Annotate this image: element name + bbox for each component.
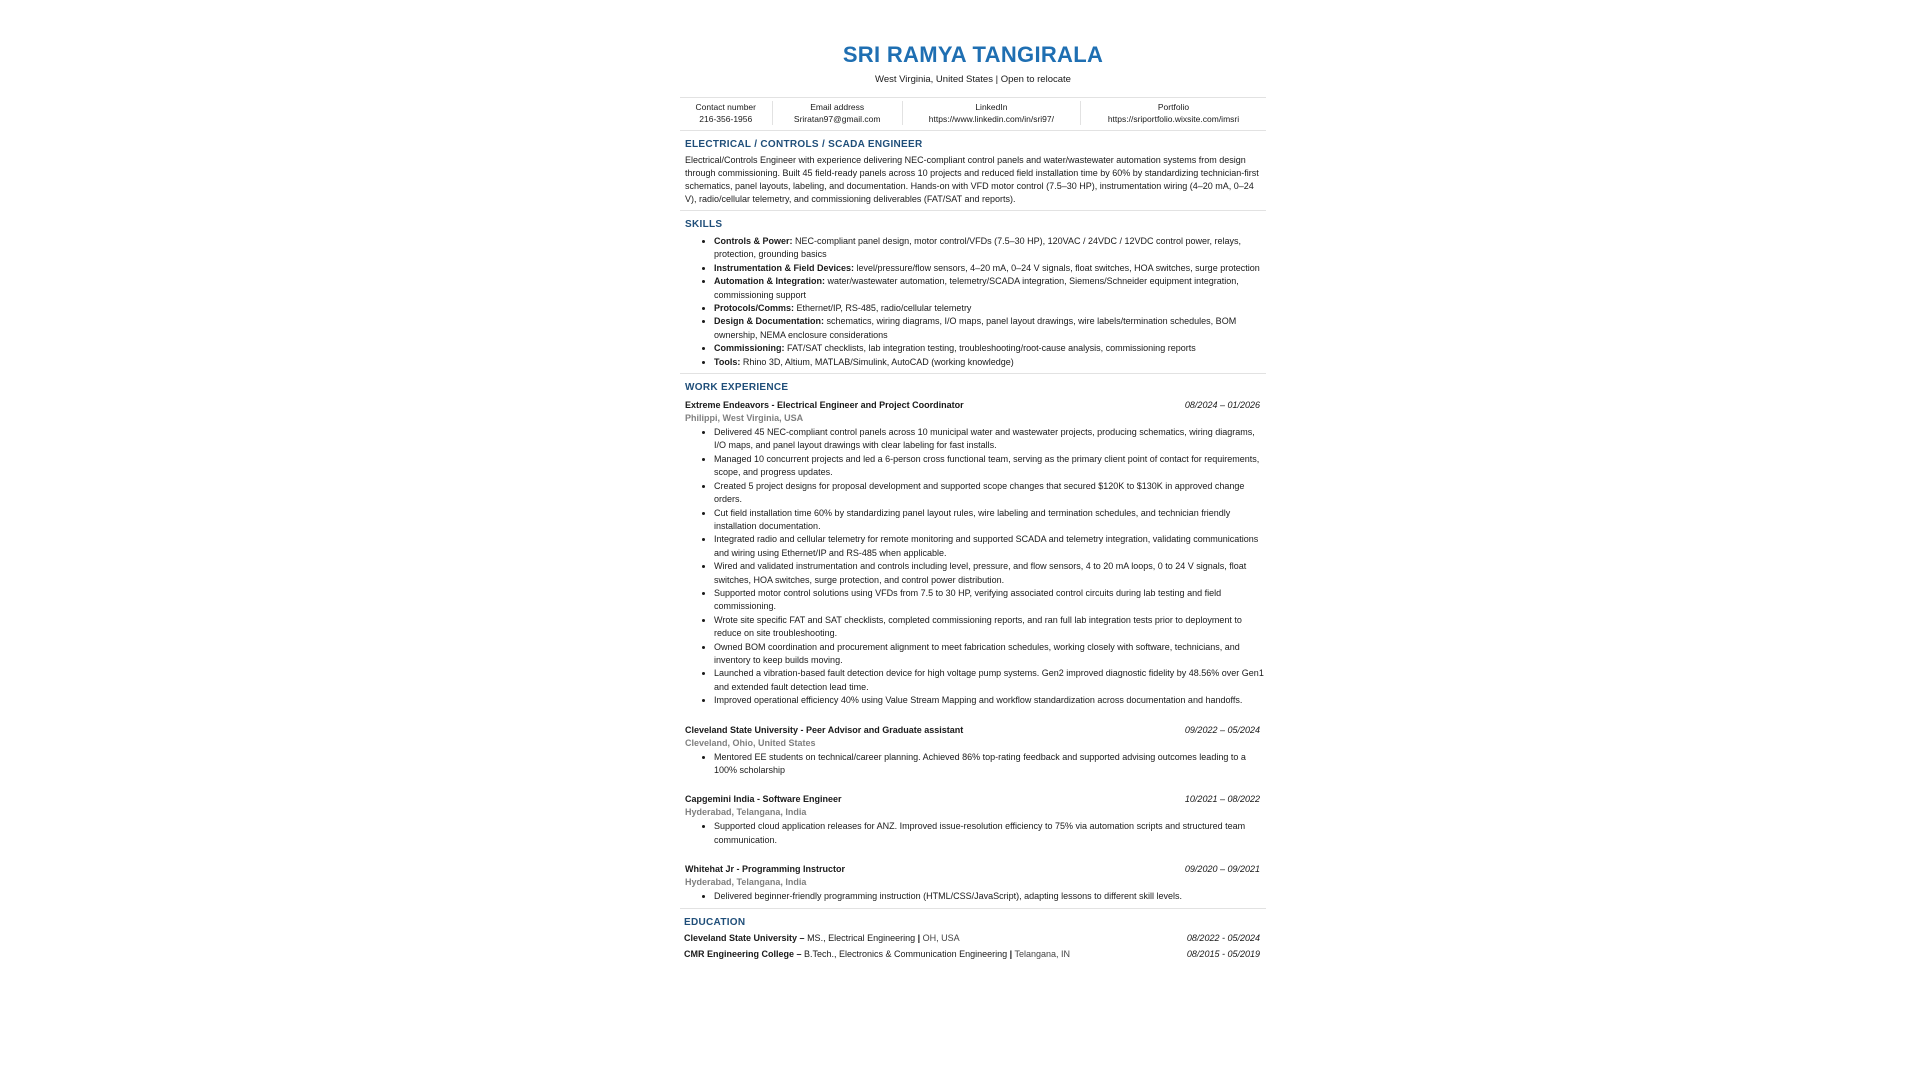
contact-cell-email [773,101,903,125]
contact-cell-linkedin [903,101,1081,125]
job-bullet: • Delivered beginner-friendly programming instruction (HTML/CSS/JavaScript), adapting lessons to different skill levels. [714,890,1266,903]
job-title: Capgemini India - Software Engineer [685,794,842,805]
experience-heading: WORK EXPERIENCE [685,382,789,394]
job-bullet: • Supported motor control solutions using VFDs from 7.5 to 30 HP, verifying associated control circuits during lab testing and field commissioning. [714,587,1266,614]
skill-text: water/wastewater automation, telemetry/SCADA integration, Siemens/Schneider equipment integration, commissioning support [714,276,1239,300]
skill-item [714,302,1266,315]
job-bullet: • Cut field installation time 60% by standardizing panel layout rules, wire labeling and termination schedules, and technician friendly installation documentation. [714,507,1266,534]
section-divider [680,908,1266,909]
skill-item [714,315,1266,342]
separator: | [917,932,921,943]
contact-value[interactable]: Sriratan97@gmail.com [793,114,881,124]
job-bullet: • Owned BOM coordination and procurement alignment to meet fabrication schedules, working closely with software, technicians, and inventory to keep builds moving. [714,641,1266,668]
contact-value: 216-356-1956 [699,114,753,124]
job-bullet: • Mentored EE students on technical/career planning. Achieved 86% top-rating feedback and supported advising outcomes leading to a 100% scholarship [714,751,1266,778]
contact-table [680,97,1266,131]
degree: MS., Electrical Engineering [804,932,918,943]
education-row [684,931,1260,945]
job-dates: 10/2021 – 08/2022 [1184,794,1260,805]
job-location: Philippi, West Virginia, USA [685,413,804,424]
contact-value[interactable]: https://sriportfolio.wixsite.com/imsri [1107,114,1240,124]
skill-text: schematics, wiring diagrams, I/O maps, panel layout drawings, wire labels/termination schedules, BOM ownership, NEMA enclosure considerations [714,316,1237,340]
resume-page [680,30,1266,961]
job-entry [680,400,1266,708]
skill-text: NEC-compliant panel design, motor control/VFDs (7.5–30 HP), 120VAC / 24VDC / 12VDC control power, relays, protection, grounding basics [714,236,1242,260]
contact-cell-portfolio [1081,101,1266,125]
school-name: Cleveland State University – [684,932,805,943]
job-bullet: • Created 5 project designs for proposal development and supported scope changes that secured $120K to $130K in approved change orders. [714,480,1266,507]
job-bullets [680,426,1266,708]
job-entry [680,864,1266,903]
education-left [684,931,960,945]
school-location: OH, USA [920,932,960,943]
job-title: Whitehat Jr - Programming Instructor [685,864,846,875]
skill-text: Rhino 3D, Altium, MATLAB/Simulink, AutoCAD (working knowledge) [740,356,1014,367]
job-header [685,400,1260,410]
skill-text: Ethernet/IP, RS-485, radio/cellular telemetry [794,303,972,314]
summary-heading: ELECTRICAL / CONTROLS / SCADA ENGINEER [685,139,923,150]
job-bullet: • Integrated radio and cellular telemetry for remote monitoring and supported SCADA and telemetry integration, validating communications and wiring using Ethernet/IP and RS-485 when applicable. [714,533,1266,560]
job-location: Hyderabad, Telangana, India [685,877,807,888]
job-title: Extreme Endeavors - Electrical Engineer and Project Coordinator [685,400,964,411]
job-dates: 09/2022 – 05/2024 [1184,724,1260,735]
skills-heading: SKILLS [685,219,723,230]
skill-label: Controls & Power: [714,236,793,246]
job-header [685,794,1260,804]
education-dates: 08/2015 - 05/2019 [1186,948,1260,959]
education-dates: 08/2022 - 05/2024 [1186,932,1260,943]
job-bullet: • Wrote site specific FAT and SAT checklists, completed commissioning reports, and ran full lab integration tests prior to deployment to reduce on site troubleshooting. [714,614,1266,641]
education-heading: EDUCATION [684,916,746,928]
contact-label: Email address [810,102,865,112]
contact-label: Portfolio [1157,102,1190,112]
skill-item [714,275,1266,302]
skill-text: level/pressure/flow sensors, 4–20 mA, 0–24 V signals, float switches, HOA switches, surge protection [854,262,1260,273]
contact-label: Contact number [695,102,756,112]
job-bullet: • Delivered 45 NEC-compliant control panels across 10 municipal water and wastewater projects, producing schematics, wiring diagrams, I/O maps, and panel layout drawings with clear labeling for fast installs. [714,426,1266,453]
job-bullet: • Improved operational efficiency 40% using Value Stream Mapping and workflow standardization across documentation and handoffs. [714,694,1266,707]
job-bullet: • Wired and validated instrumentation and controls including level, pressure, and flow sensors, 4 to 20 mA loops, 0 to 24 V signals, float switches, HOA switches, surge protection, and control power distribution. [714,560,1266,587]
skill-item [714,356,1266,369]
skill-text: FAT/SAT checklists, lab integration testing, troubleshooting/root-cause analysis, commissioning reports [784,343,1196,354]
skill-label: Design & Documentation: [714,316,825,327]
job-bullets [680,820,1266,847]
job-header [685,864,1260,874]
skill-label: Instrumentation & Field Devices: [714,262,855,273]
job-header [685,725,1260,735]
location-line: West Virginia, United States | Open to relocate [875,74,1071,85]
section-divider [680,373,1266,374]
job-bullet: • Launched a vibration-based fault detection device for high voltage pump systems. Gen2 improved diagnostic fidelity by 48.56% over Gen1 and extended fault detection lead time. [714,667,1266,694]
job-entry [680,725,1266,778]
education-list [680,931,1266,961]
job-dates: 09/2020 – 09/2021 [1184,864,1260,875]
summary-text: Electrical/Controls Engineer with experience delivering NEC-compliant control panels and water/wastewater automation systems from design through commissioning. Built 45 field-ready panels across 10 projects and reduced field installation time by 60% by standardizing technician-first schematics, panel layouts, labeling, and documentation. Hands-on with VFD motor control (7.5–30 HP), instrumentation wiring (4–20 mA, 0–24 V), radio/cellular telemetry, and commissioning deliverables (FAT/SAT and reports). [685,155,1259,204]
school-name: CMR Engineering College – [684,948,802,959]
job-bullets [680,890,1266,903]
contact-label: LinkedIn [975,102,1008,112]
contact-value[interactable]: https://www.linkedin.com/in/sri97/ [928,114,1054,124]
separator: | [1009,948,1013,959]
job-title: Cleveland State University - Peer Advisor and Graduate assistant [685,724,964,735]
experience-list [680,400,1266,904]
skill-label: Commissioning: [714,343,785,354]
skill-item [714,342,1266,355]
candidate-name: SRI RAMYA TANGIRALA [842,42,1104,67]
skill-label: Protocols/Comms: [714,303,795,314]
education-left [684,947,1070,961]
job-entry [680,794,1266,847]
section-divider [680,210,1266,211]
job-dates: 08/2024 – 01/2026 [1184,400,1260,411]
education-row [684,947,1260,961]
skills-list [680,235,1266,369]
school-location: Telangana, IN [1012,948,1071,959]
job-bullet: • Supported cloud application releases for ANZ. Improved issue-resolution efficiency to 75% via automation scripts and structured team communication. [714,820,1266,847]
skill-label: Automation & Integration: [714,276,825,287]
skill-label: Tools: [714,356,741,367]
job-location: Hyderabad, Telangana, India [685,807,807,818]
job-bullet: • Managed 10 concurrent projects and led a 6-person cross functional team, serving as the primary client point of contact for requirements, scope, and progress updates. [714,453,1266,480]
job-location: Cleveland, Ohio, United States [685,737,816,748]
skill-item [714,262,1266,275]
degree: B.Tech., Electronics & Communication Engineering [801,948,1010,959]
job-bullets [680,751,1266,778]
skill-item [714,235,1266,262]
contact-cell-phone [680,101,773,125]
